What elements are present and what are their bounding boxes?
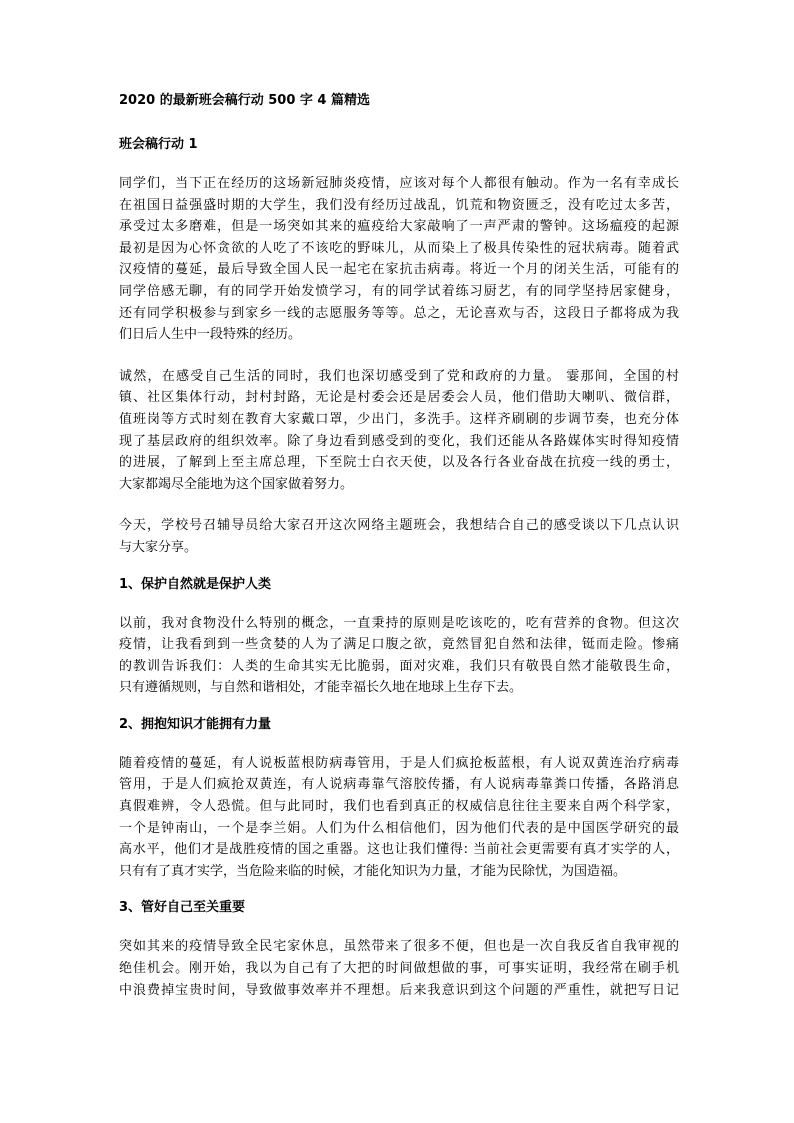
section-body-2 (119, 753, 679, 883)
paragraph-line: 只有遵循规则，与自然和谐相处，才能幸福长久地在地球上生存下去。 (119, 680, 523, 696)
paragraph-line: 还有同学积极参与到家乡一线的志愿服务等等。总之，无论喜欢与否，这段日子都将成为我 (119, 305, 679, 321)
paragraph-line: 同学倍感无聊，有的同学开始发愤学习，有的同学试着练习厨艺，有的同学坚持居家健身， (119, 283, 679, 299)
paragraph-line: 以前，我对食物没什么特别的概念，一直秉持的原则是吃该吃的，吃有营养的食物。但这次 (119, 615, 679, 631)
paragraph-line: 真假难辨，令人恐慌。但与此同时，我们也看到真正的权威信息往往主要来自两个科学家， (119, 799, 679, 815)
paragraph-line: 突如其来的疫情导致全民宅家休息，虽然带来了很多不便，但也是一次自我反省自我审视的 (119, 939, 679, 955)
paragraph-line: 承受过太多磨难，但是一场突如其来的瘟疫给大家敲响了一声严肃的警钟。这场瘟疫的起源 (119, 219, 679, 235)
document-subtitle: 班会稿行动 1 (119, 137, 198, 152)
paragraph-line: 中浪费掉宝贵时间，导致做事效率并不理想。后来我意识到这个问题的严重性，就把写日记 (119, 982, 679, 998)
paragraph-line: 在祖国日益强盛时期的大学生，我们没有经历过战乱，饥荒和物资匮乏，没有吃过太多苦， (119, 197, 679, 213)
paragraph-line: 大家都竭尽全能地为这个国家做着努力。 (119, 476, 354, 492)
paragraph-line: 高水平，他们才是战胜疫情的国之重器。这也让我们懂得: 当前社会更需要有真才实学的人， (119, 842, 679, 858)
paragraph-line: 最初是因为心怀贪欲的人吃了不该吃的野味儿，从而染上了极具传染性的冠状病毒。随着武 (119, 240, 679, 256)
section-body-1 (119, 613, 679, 699)
paragraph-line: 与大家分享。 (119, 539, 198, 555)
document-page (119, 92, 679, 1001)
paragraph-intro (119, 173, 679, 346)
paragraph-line: 汉疫情的蔓延，最后导致全国人民一起宅在家抗击病毒。将近一个月的闭关生活，可能有的 (119, 262, 679, 278)
paragraph-line: 疫情，让我看到到一些贪婪的人为了满足口腹之欲，竟然冒犯自然和法律，铤而走险。惨痛 (119, 637, 679, 653)
paragraph-line: 的教训告诉我们：人类的生命其实无比脆弱，面对灾难，我们只有敬畏自然才能敬畏生命， (119, 658, 679, 674)
paragraph-line: 管用，于是人们疯抢双黄连，有人说病毒靠气溶胶传播，有人说病毒靠粪口传播，各路消息 (119, 777, 679, 793)
paragraph-line: 的进展，了解到上至主席总理，下至院士白衣天使，以及各行各业奋战在抗疫一线的勇士， (119, 455, 679, 471)
paragraph-line: 绝佳机会。刚开始，我以为自己有了大把的时间做想做的事，可事实证明，我经常在刷手机 (119, 961, 679, 977)
paragraph-line: 诚然，在感受自己生活的同时，我们也深切感受到了党和政府的力量。 霎那间，全国的村 (119, 368, 679, 384)
paragraph-line: 随着疫情的蔓延，有人说板蓝根防病毒管用，于是人们疯抢板蓝根，有人说双黄连治疗病毒 (119, 755, 679, 771)
section-heading-3: 3、管好自己至关重要 (119, 900, 246, 916)
paragraph-line: 镇、社区集体行动，封村封路，无论是村委会还是居委会人员，他们借助大喇叭、微信群， (119, 390, 679, 406)
section-heading-2: 2、拥抱知识才能拥有力量 (119, 716, 272, 732)
paragraph-line: 只有有了真才实学，当危险来临的时候，才能化知识为力量，才能为民除忧，为国造福。 (119, 863, 627, 879)
paragraph-line: 值班岗等方式时刻在教育大家戴口罩，少出门，多洗手。这样齐刷刷的步调节奏，也充分体 (119, 411, 679, 427)
paragraph-government (119, 366, 679, 496)
paragraph-line: 现了基层政府的组织效率。除了身边看到感受到的变化，我们还能从各路媒体实时得知疫情 (119, 433, 679, 449)
paragraph-line: 同学们，当下正在经历的这场新冠肺炎疫情，应该对每个人都很有触动。作为一名有幸成长 (119, 176, 679, 191)
paragraph-line: 今天，学校号召辅导员给大家召开这次网络主题班会，我想结合自己的感受谈以下几点认识 (119, 518, 679, 534)
document-title: 2020 的最新班会稿行动 500 字 4 篇精选 (119, 93, 370, 108)
paragraph-meeting (119, 515, 679, 558)
section-heading-1: 1、保护自然就是保护人类 (119, 576, 272, 592)
section-body-3 (119, 936, 679, 1001)
paragraph-line: 们日后人生中一段特殊的经历。 (119, 327, 302, 343)
paragraph-line: 一个是钟南山，一个是李兰娟。人们为什么相信他们，因为他们代表的是中国医学研究的最 (119, 820, 679, 836)
